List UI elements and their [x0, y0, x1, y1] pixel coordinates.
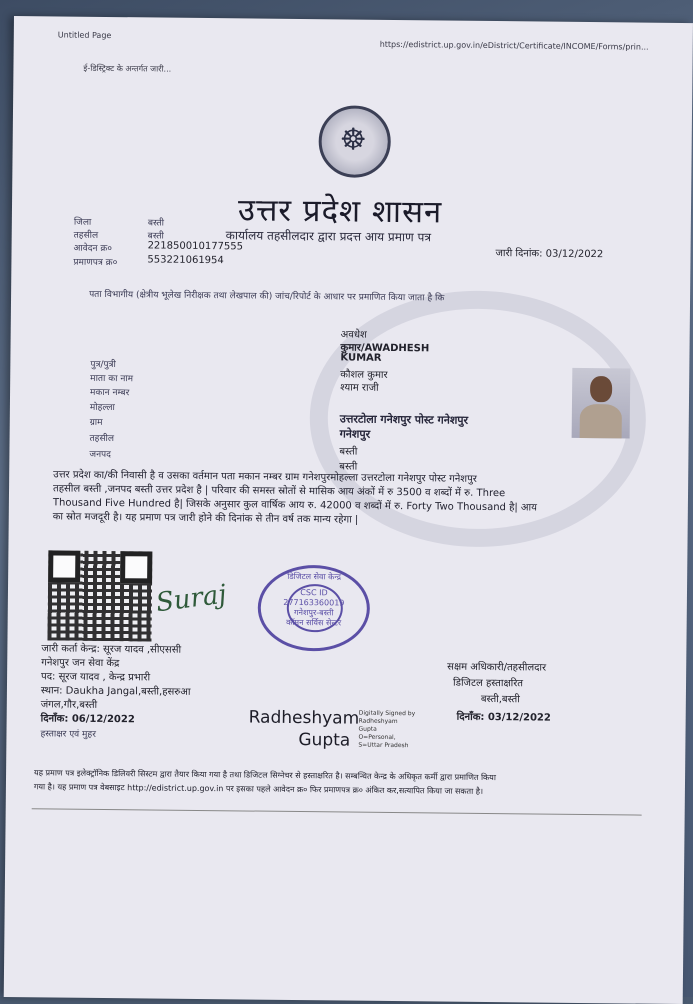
csc-seal-stamp: [257, 565, 370, 652]
seal-inner-ring: [287, 584, 343, 633]
applicant-photo: [572, 368, 631, 439]
seal-line-1: डिजिटल सेवा केन्द्र: [287, 571, 342, 582]
top-note: ई-डिस्ट्रिक्ट के अन्तर्गत जारी...: [83, 63, 172, 74]
digital-signer-first: Radheshyam: [248, 707, 360, 729]
certificate-label: प्रमाणपत्र क्र०: [73, 257, 118, 269]
relation-label: पुत्र/पुत्री: [90, 359, 116, 371]
issuer-seal-note: हस्ताक्षर एवं मुहर: [40, 729, 96, 740]
village-label: ग्राम: [89, 417, 103, 428]
browser-url: https://edistrict.up.gov.in/eDistrict/Certificate/INCOME/Forms/prin...: [379, 39, 649, 52]
issue-date: जारी दिनांक: 03/12/2022: [495, 248, 604, 261]
photo-body: [580, 404, 622, 438]
digi-note-3: Gupta: [358, 725, 377, 733]
seal-line-5: कॉमन सर्विस सेन्टर: [286, 617, 342, 628]
photo-face: [590, 376, 612, 402]
district-label: जिला: [73, 217, 92, 228]
intro-text: पता विभागीय (क्षेत्रीय भूलेख निरीक्षक तथा लेखपाल की) जांच/रिपोर्ट के आधार पर प्रमाणित किया जाता है कि: [89, 289, 445, 304]
issuer-center-2: गनेशपुर जन सेवा केंद्र: [41, 657, 120, 670]
janpad-value: बस्ती: [339, 461, 358, 473]
application-number: 221850010177555: [147, 240, 244, 253]
document-subtitle: कार्यालय तहसीलदार द्वारा प्रदत्त आय प्रमाण पत्र: [225, 228, 432, 245]
village-value: उत्तरटोला गनेशपुर पोस्ट गनेशपुर: [339, 412, 469, 427]
footer-line-1: यह प्रमाण पत्र इलेक्ट्रॉनिक डिलिवरी सिस्टम द्वारा तैयार किया गया है तथा डिजिटल सिग्नेचर से हस्ताक्षरित है। सम्बन्धित केन्द्र के अधिकृत कर्मी द्वारा प्रमाणित किया: [34, 768, 496, 783]
digital-signer-name: [248, 706, 359, 751]
mother-label: माता का नाम: [90, 373, 134, 385]
issuer-place-2: जंगल,गौर,बस्ती: [40, 699, 98, 711]
qr-code: [47, 550, 152, 641]
authority-title: सक्षम अधिकारी/तहसीलदार: [447, 661, 547, 674]
seal-line-2: CSC ID: [300, 588, 328, 598]
name-line-2: कुमार/AWADHESH: [340, 342, 430, 355]
name-line-3: KUMAR: [340, 352, 382, 364]
janpad-label: जनपद: [89, 449, 112, 461]
issuer-place: स्थान: Daukha Jangal,बस्ती,हसरुआ: [40, 685, 191, 698]
relation-value: कौशल कुमार: [340, 369, 388, 381]
tehsil-value: बस्ती: [339, 446, 358, 458]
digi-note-1: Digitally Signed by: [358, 709, 416, 718]
seal-line-4: गनेशपुर-बस्ती: [294, 607, 334, 618]
digi-note-5: S=Uttar Pradesh: [358, 741, 409, 750]
document-title: उत्तर प्रदेश शासन: [237, 192, 443, 231]
mother-value: श्याम राजी: [340, 382, 379, 394]
body-line-4: का स्रोत मजदूरी है। यह प्रमाण पत्र जारी होने की दिनांक से तीन वर्ष तक मान्य रहेगा |: [52, 511, 359, 526]
body-line-2: तहसील बस्ती ,जनपद बस्ती उत्तर प्रदेश है | परिवार की समस्त स्रोतों से मासिक आय अंकों में रु 3500 व शब्दों में रु. Three: [52, 483, 506, 500]
village-value-2: गनेशपुर: [339, 427, 371, 441]
seal-line-3: 277163360019: [283, 597, 345, 608]
income-certificate-page: [4, 16, 693, 1004]
certificate-number: 553221061954: [147, 254, 224, 267]
up-emblem-icon: ☸: [318, 105, 391, 178]
tehsil-label: तहसील: [89, 433, 115, 445]
body-line-3: Thousand Five Hundred है| जिसके अनुसार कुल वार्षिक आय रु. 42000 व शब्दों में रु. Forty Two Thousand है| आय: [52, 497, 538, 514]
authority-sign: डिजिटल हस्ताक्षरित: [452, 677, 524, 690]
application-label: आवेदन क्र०: [73, 243, 113, 255]
tehsil-label-meta: तहसील: [73, 230, 99, 241]
district-value: बस्ती: [147, 218, 164, 229]
body-line-1: उत्तर प्रदेश का/की निवासी है व उसका वर्तमान पता मकान नम्बर ग्राम गनेशपुरमोहल्ला उत्तरटोला गनेशपुर पोस्ट गनेशपुर: [53, 469, 477, 485]
issuer-post: पद: सूरज यादव , केन्द्र प्रभारी: [41, 671, 151, 684]
mohalla-label: मोहल्ला: [89, 402, 115, 414]
name-line-1: अवधेश: [340, 329, 367, 341]
house-label: मकान नम्बर: [90, 387, 130, 399]
issuer-center: जारी कर्ता केन्द्र: सूरज यादव ,सीएससी: [41, 643, 182, 656]
authority-date: दिनाँक: 03/12/2022: [456, 711, 551, 724]
digi-note-2: Radheshyam: [358, 717, 398, 726]
digi-note-4: O=Personal,: [358, 733, 396, 742]
handwritten-signature: Suraj: [154, 579, 229, 619]
authority-place: बस्ती,बस्ती: [480, 693, 520, 706]
browser-page-title: Untitled Page: [57, 30, 112, 41]
footer-line-2: गया है। यह प्रमाण पत्र वेबसाइट http://edistrict.up.gov.in पर इसका पहले आवेदन क्र० फिर प्रमाणपत्र क्र० अंकित कर,सत्यापित किया जा सकता है।: [33, 782, 484, 796]
digital-signature-details: [358, 710, 415, 751]
footer-rule: [32, 808, 642, 815]
issuer-date: दिनाँक: 06/12/2022: [40, 713, 135, 726]
tehsil-value-meta: बस्ती: [147, 231, 164, 242]
digital-signer-last: Gupta: [298, 730, 351, 751]
